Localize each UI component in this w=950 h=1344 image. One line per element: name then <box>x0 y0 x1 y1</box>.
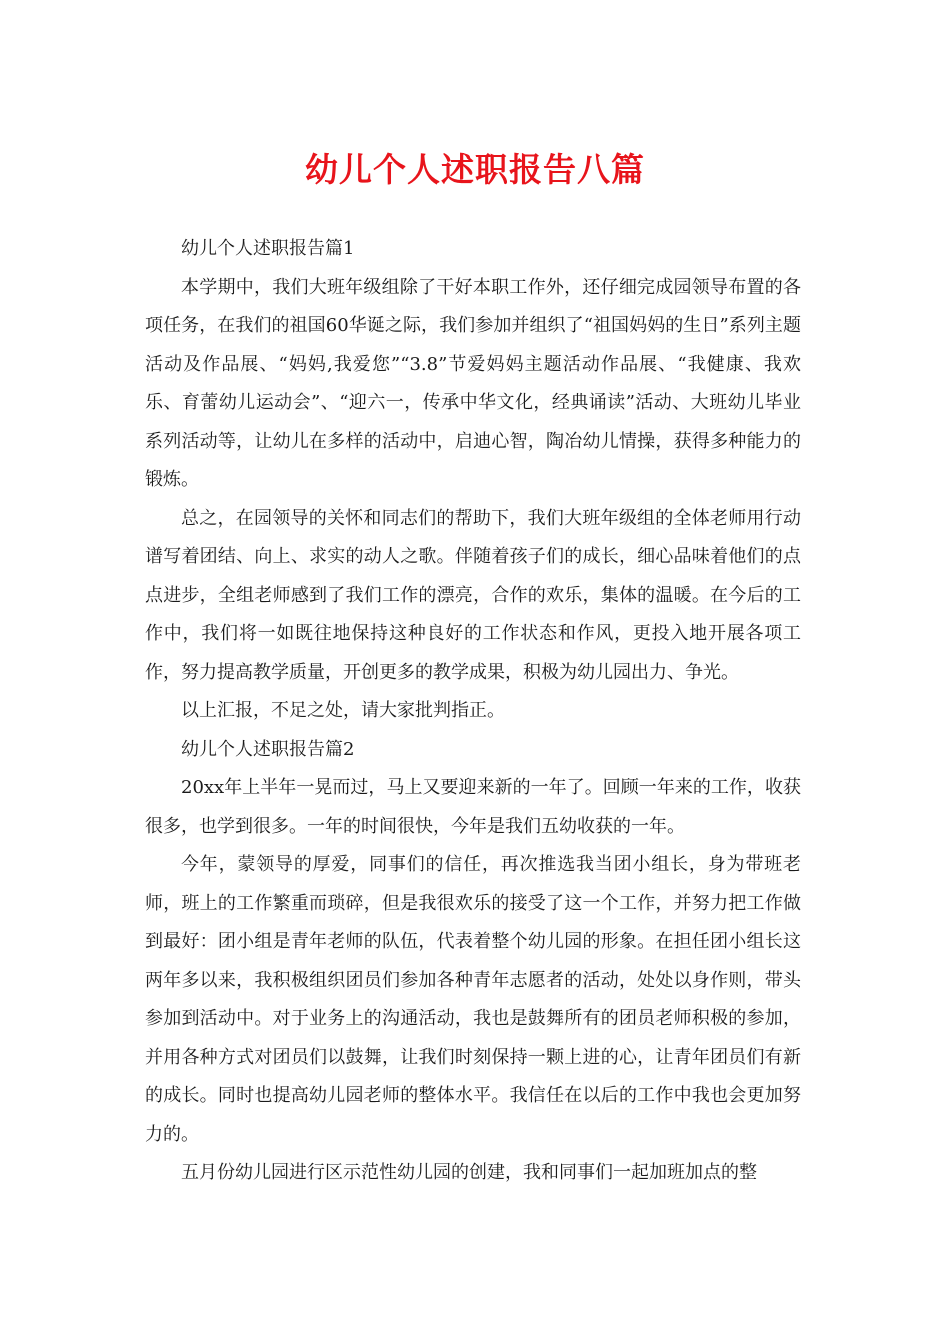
section-heading-1: 幼儿个人述职报告篇1 <box>181 238 355 259</box>
document-body <box>145 230 801 1193</box>
section-heading-2: 幼儿个人述职报告篇2 <box>181 738 355 760</box>
paragraph: 以上汇报，不足之处，请大家批判指正。 <box>181 700 505 721</box>
paragraph: 五月份幼儿园进行区示范性幼儿园的创建，我和同事们一起加班加点的整 <box>181 1162 757 1183</box>
paragraph: 20xx年上半年一晃而过，马上又要迎来新的一年了。回顾一年来的工作，收获很多，也学到很多。一年的时间很快，今年是我们五幼收获的一年。 <box>145 777 801 837</box>
paragraph: 总之，在园领导的关怀和同志们的帮助下，我们大班年级组的全体老师用行动谱写着团结、向上、求实的动人之歌。伴随着孩子们的成长，细心品味着他们的点点进步，全组老师感到了我们工作的漂亮，合作的欢乐，集体的温暖。在今后的工作中，我们将一如既往地保持这种良好的工作状态和作风，更投入地开展各项工作，努力提高教学质量，开创更多的教学成果，积极为幼儿园出力、争光。 <box>145 507 801 683</box>
paragraph: 本学期中，我们大班年级组除了干好本职工作外，还仔细完成园领导布置的各项任务，在我们的祖国60华诞之际，我们参加并组织了“祖国妈妈的生日”系列主题活动及作品展、“妈妈,我爱您”“3.8”节爱妈妈主题活动作品展、“我健康、我欢乐、育蕾幼儿运动会”、“迎六一，传承中华文化，经典诵读”活动、大班幼儿毕业系列活动等，让幼儿在多样的活动中，启迪心智，陶冶幼儿情操，获得多种能力的锻炼。 <box>145 276 801 490</box>
paragraph: 今年，蒙领导的厚爱，同事们的信任，再次推选我当团小组长，身为带班老师，班上的工作繁重而琐碎，但是我很欢乐的接受了这一个工作，并努力把工作做到最好：团小组是青年老师的队伍，代表着整个幼儿园的形象。在担任团小组长这两年多以来，我积极组织团员们参加各种青年志愿者的活动，处处以身作则，带头参加到活动中。对于业务上的沟通活动，我也是鼓舞所有的团员老师积极的参加，并用各种方式对团员们以鼓舞，让我们时刻保持一颗上进的心，让青年团员们有新的成长。同时也提高幼儿园老师的整体水平。我信任在以后的工作中我也会更加努力的。 <box>145 854 801 1145</box>
document-title: 幼儿个人述职报告八篇 <box>305 150 645 189</box>
